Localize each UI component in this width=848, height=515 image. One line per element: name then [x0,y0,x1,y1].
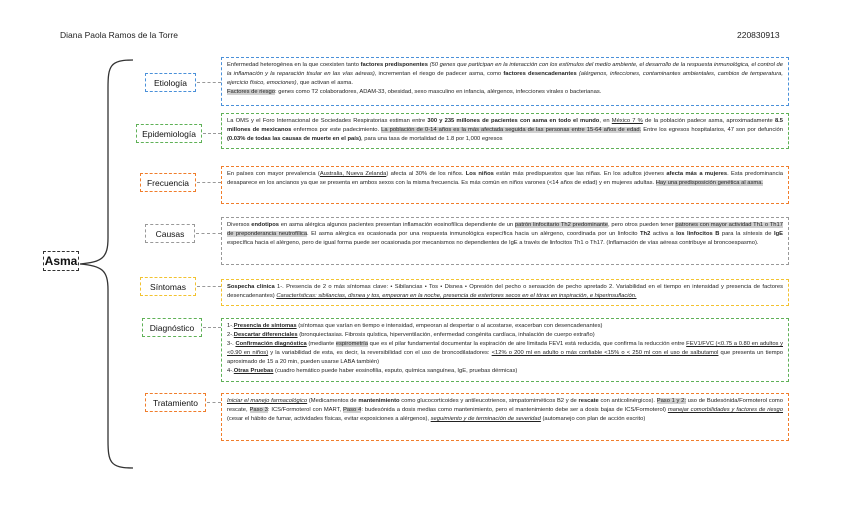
label-sintomas [140,277,196,296]
text: 4-. [227,367,234,374]
text: espirometría [335,340,369,347]
box-frecuencia [221,166,789,204]
main-topic-asma: Asma [43,251,79,271]
text: . Esta predominancia desaparece en los ancianos ya que se presenta en ambos sexos con la misma frecuencia. Es más común en niños varones (<14 años de edad) y en mujeres adultas. [227,171,783,186]
text: : genes como T2 colaboradores, ADAM-33, obesidad, sexo masculino en infancia, alérgenos, infecciones virales o bacterianas. [275,88,602,95]
label-frecuencia-text: Frecuencia [146,177,190,188]
text: Características: sibilancias, disnea y tos, empeoran en la noche, presencia de estertores secos en el tórax en inspiración, e hiperinsuflación. [276,292,637,299]
text: La población de 0-14 años es la más afectada seguida de las personas entre 15-64 años de edad. [381,126,642,133]
text: Th2 [640,230,651,237]
text: Sospecha clínica [227,284,275,290]
text: : budesónida a dosis medias como mantenimiento, pero el mantenimiento debe ser a dosis bajas de ICS/Formoterol) [361,406,668,413]
text: que es el pilar fundamental documentar la espiración de aire limitada FEV1 está reducida, que confirma la reducción entre [368,340,687,347]
text: Enfermedad heterogénea en la que coexisten tanto [227,62,361,68]
text: endotipos [251,222,279,228]
text: seguimiento y de terminación de severidad [430,415,541,422]
student-id: 220830913 [737,30,780,40]
text: La OMS y el Foro Internacional de Sociedades Respiratorias estiman entre [227,118,428,124]
text: (bronquiectasias. Fibrosis quística, hiperventilación, enfermedad congénita cardíaca, inhalación de cuerpo extraño) [297,331,595,338]
label-diagnostico-text: Diagnóstico [149,322,195,333]
text: , para una tasa de mortalidad de 1.8 por 1,000 egresos [361,135,503,142]
text: (mediante [306,340,336,347]
text: <12% o 200 ml en adulto o más confiable <15% o < 250 ml con el uso de salbutamol [491,349,719,356]
text: (0.03% de todas las causas de muerte en el país) [227,135,362,142]
text: Otras Pruebas [233,367,274,374]
text: los linfocitos B [676,230,720,237]
text: México 7 % [611,118,643,124]
label-tratamiento-text: Tratamiento [152,397,199,408]
text: Entre los egresos hospitalarios, 47 son por defunción [641,126,783,133]
label-epidemiologia-text: Epidemiología [142,128,196,139]
text: . El asma alérgica es ocasionada por una respuesta inmunológica específica hacia un alérgeno, coordinada por un linfocito [307,230,640,237]
text: específica hacia el alérgeno, pero de igual forma puede ser ocasionada por mecanismos no dependientes de IgE a través de linfocitos Th1 o Th17. (Inflamación de vías aéreas contribuye al broncoespasmo). [227,239,759,246]
text: Australia, Nueva Zelanda [319,171,387,177]
text: afecta más a mujeres [666,171,728,177]
text: 1-. Presencia de 2 o más síntomas clave: • Sibilancias • Tos • Disnea • Opresión del pecho o sensación de pecho apretado 2. Variabilidad en el tiempo en intensidad y presencia de factores desencadenantes) [227,284,784,299]
text: y la variabilidad de esta, es decir, la reversibilidad con el uso de broncodilatadores: [268,349,492,356]
text: activa a [650,230,677,237]
text: Paso 4 [343,406,362,413]
text: Diversos [227,222,252,228]
text: (síntomas que varían en tiempo e intensidad, empeoran al despertar o al acostarse, exacerban con desencadenantes) [296,323,603,329]
text: están más predispuestos que las niñas. En los adultos jóvenes [493,171,667,177]
text: (alérgenos, infecciones, contaminantes ambientales, cambios de temperatura, ejercicio físico, emociones) [227,70,783,86]
text: 2-. [227,331,234,338]
connector-epidemiologia [203,133,221,134]
text: , pero otros pueden tener [608,222,676,228]
text: en asma alérgica algunos pacientes presentan inflamación eosinofílica dependiente de un [279,222,515,228]
text: factores predisponentes [360,62,428,68]
box-etiologia [221,57,789,106]
text: Descartar diferenciales [233,331,298,338]
text: (cuadro hemático puede haber eosinofilia, esputo, química sanguínea, IgE, pruebas dérmicas) [273,367,518,374]
text: : ICS/Formoterol con MART, [267,406,344,413]
text: (cesar el hábito de fumar, actividades físicas, evitar exposiciones a alérgenos), [227,415,431,422]
box-epidemiologia [221,113,789,149]
text: Iniciar el manejo farmacológico [227,398,308,404]
text: enfermos por este padecimiento. [291,126,382,133]
connector-frecuencia [197,182,221,183]
author-name: Diana Paola Ramos de la Torre [60,30,178,40]
text: manejar comorbilidades y factores de riesgo [667,406,783,413]
text: 1-. [227,323,234,329]
connector-diagnostico [203,327,221,328]
text: de la población padece asma, aproximadamente [642,118,775,124]
text: (50 genes que participan en la interacción con los estímulos del medio ambiente, el desarrollo de la respuesta inmunológica, el control de la inflamación y la reparación tisular en las vías aéreas) [227,62,783,77]
connector-causas [196,233,221,234]
text: Paso 3 [249,406,268,413]
text: Confirmación diagnóstica [235,340,307,347]
text: Presencia de síntomas [233,323,297,329]
text: , incrementan el riesgo de padecer asma, como [374,70,504,77]
box-tratamiento [221,393,789,441]
text: 300 y 235 millones de pacientes con asma en todo el mundo [427,118,600,124]
text: Paso 1 y 2: [656,398,686,404]
label-causas-text: Causas [155,228,185,239]
label-etiologia [145,73,196,92]
box-diagnostico [221,318,789,382]
text: mantenimiento [358,398,400,404]
text: factores desencadenantes [503,70,577,77]
connector-sintomas [197,286,221,287]
label-sintomas-text: Síntomas [150,281,186,292]
text: Hay una predisposición genética al asma. [655,179,764,186]
text: que presenta un tiempo aproximado de 15 a 20 min, pueden usarse LABA también) [227,349,783,365]
label-diagnostico [142,318,202,337]
text: IgE [773,230,784,237]
text: para la síntesis de [719,230,774,237]
label-causas [145,224,195,243]
text: , que activan el asma. [296,79,353,86]
label-etiologia-text: Etiología [153,77,188,88]
text: FEV1/FVC (<0.75 a 0.80 en adultos y <0.90 en niños) [227,340,784,356]
text: (automanejo con plan de acción escrito) [540,415,646,422]
label-frecuencia [140,173,196,192]
label-epidemiologia [136,124,202,143]
text: (Medicamentos de [307,398,359,404]
box-sintomas [221,279,789,306]
text: patrón linfocitario Th2 predominante [514,222,609,228]
text: ) afecta al 30% de los niños. [386,171,466,177]
text: patrones con mayor actividad Th1 o Th17 de preponderancia neutrofílica [227,222,783,237]
label-tratamiento [145,393,206,412]
text: 3-. [227,340,236,347]
curly-brace [78,58,138,470]
connector-tratamiento [207,402,221,403]
text: Factores de riesgo [227,88,276,95]
text: como glucocorticoides y antileucotrienos, simpatomiméticos B2 y de [399,398,579,404]
text: Los niños [465,171,494,177]
text: con anticolinérgicos). [598,398,657,404]
box-causas [221,217,789,265]
text: uso de Budesónida/Formoterol como rescate, [227,398,783,413]
connector-etiologia [197,82,221,83]
text: , en [599,118,612,124]
text: rescate [578,398,599,404]
text: 8.5 millones de mexicanos [227,118,784,133]
text: En países con mayor prevalencia ( [227,171,320,177]
